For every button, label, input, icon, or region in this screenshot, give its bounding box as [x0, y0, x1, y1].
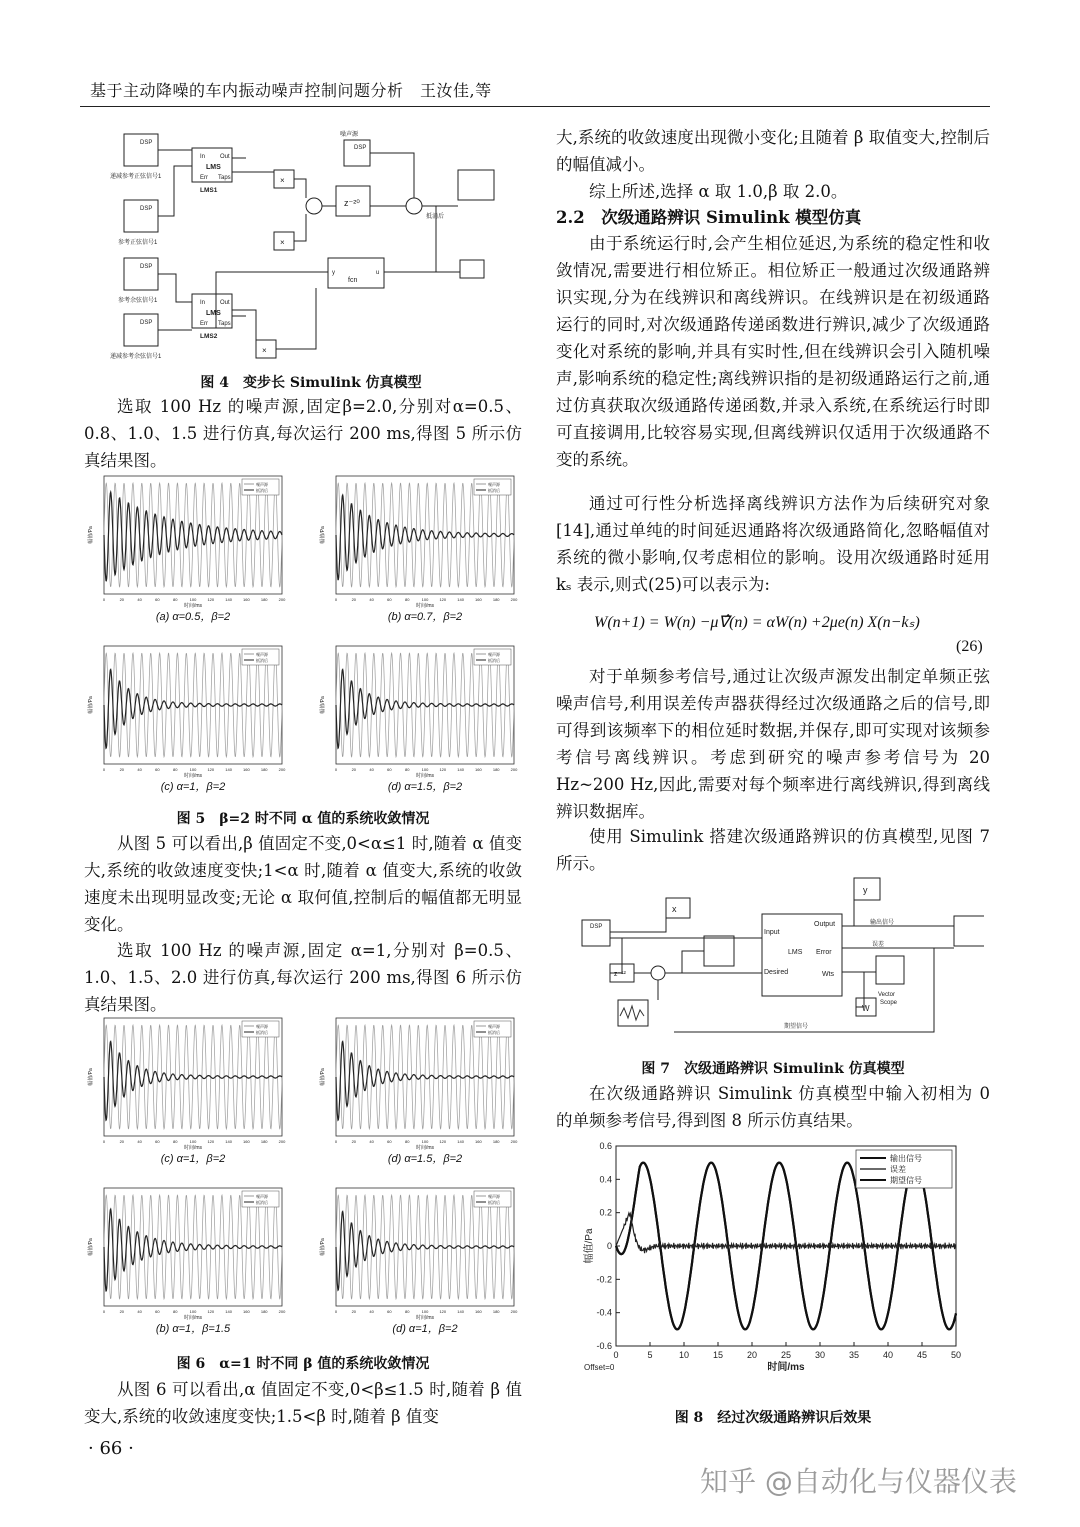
legend-label: 噪声源: [488, 652, 500, 657]
x-tick-label: 20: [119, 767, 125, 772]
x-tick-label: 200: [278, 1139, 286, 1144]
x-tick-label: 40: [369, 597, 374, 602]
legend: [474, 649, 511, 665]
legend: [474, 1021, 511, 1037]
fig5-caption: 图 5 β=2 时不同 α 值的系统收敛情况: [176, 811, 430, 827]
x-tick-label: 80: [404, 767, 410, 772]
subplot-caption: (d) α=1.5，β=2: [387, 781, 463, 793]
x-tick-label: 40: [137, 597, 142, 602]
x-tick-label: 60: [387, 767, 392, 772]
dsp-block-4: [124, 314, 158, 346]
svg-text:Out: Out: [220, 300, 230, 306]
svg-text:In: In: [200, 300, 206, 306]
legend: [242, 479, 279, 495]
x-tick-label: 160: [243, 1139, 250, 1144]
x-tick-label: 0: [102, 1309, 106, 1314]
x-tick-label: 180: [492, 1139, 500, 1144]
x-tick-label: 20: [119, 1139, 125, 1144]
y-axis-label: 幅值/Pa: [88, 1068, 94, 1086]
fig8-caption: 图 8 经过次级通路辨识后效果: [674, 1410, 872, 1426]
left-paragraph-4: 从图 6 可以看出,α 值固定不变,0<β≤1.5 时,随着 β 值变大,系统的收敛速度变快;1.5<β 时,随着 β 值变: [84, 1380, 522, 1426]
legend-label: 期望信号: [890, 1176, 922, 1185]
right-paragraph-5: 使用 Simulink 搭建次级通路辨识的仿真模型,见图 7 所示。: [556, 827, 990, 873]
x-tick-label: 160: [475, 1139, 482, 1144]
x-tick-label: 50: [950, 1350, 962, 1360]
convergence-subplot: [316, 470, 526, 646]
svg-text:参考正弦信号1: 参考正弦信号1: [118, 240, 158, 246]
x-tick-label: 140: [457, 1309, 464, 1314]
right-paragraph-0: 大,系统的收敛速度出现微小变化;且随着 β 取值变大,控制后的幅值减小。: [556, 128, 990, 174]
svg-text:Taps: Taps: [218, 175, 231, 181]
x-tick-label: 200: [510, 1309, 518, 1314]
convergence-subplot: [84, 640, 294, 816]
x-tick-label: 80: [172, 597, 178, 602]
x-tick-label: 20: [351, 767, 357, 772]
dsp-block-2: [124, 200, 158, 232]
x-tick-label: 60: [387, 597, 392, 602]
svg-text:抵消后: 抵消后: [426, 214, 445, 220]
legend-label: 噪声源: [488, 482, 500, 487]
subplot-caption: (d) α=1.5，β=2: [387, 1153, 463, 1165]
svg-text:DSP: DSP: [140, 140, 153, 146]
x-tick-label: 60: [155, 1139, 160, 1144]
x-tick-label: 100: [421, 1309, 429, 1314]
legend-label: 抵消后: [488, 658, 500, 663]
y-tick-label: 0.4: [599, 1174, 612, 1185]
legend: [856, 1150, 952, 1188]
x-tick-label: 120: [439, 1309, 447, 1314]
y-tick-label: -0.4: [596, 1307, 612, 1318]
right-paragraph-6: 在次级通路辨识 Simulink 仿真模型中输入初相为 0 的单频参考信号,得到图 8 所示仿真结果。: [556, 1084, 990, 1130]
legend-label: 抵消后: [488, 1200, 500, 1205]
svg-text:u: u: [376, 270, 380, 276]
svg-text:噪声源: 噪声源: [340, 132, 359, 138]
x-tick-label: 20: [746, 1350, 758, 1360]
svg-text:y: y: [332, 270, 335, 276]
x-tick-label: 60: [387, 1309, 392, 1314]
svg-text:递减参考正弦信号1: 递减参考正弦信号1: [110, 174, 162, 180]
x-tick-label: 100: [421, 597, 429, 602]
legend-label: 抵消后: [488, 1030, 500, 1035]
x-tick-label: 20: [119, 1309, 125, 1314]
y-tick-label: -0.6: [596, 1341, 612, 1351]
convergence-subplot: [84, 470, 294, 646]
x-tick-label: 80: [404, 597, 410, 602]
svg-text:DSP: DSP: [590, 924, 603, 930]
convergence-subplot: [316, 1012, 526, 1188]
y-axis-label: 幅值/Pa: [320, 1068, 326, 1086]
x-tick-label: 120: [439, 1139, 447, 1144]
x-tick-label: 160: [243, 1309, 250, 1314]
x-tick-label: 80: [404, 1309, 410, 1314]
svg-text:Input: Input: [764, 929, 780, 936]
svg-text:参考余弦信号1: 参考余弦信号1: [118, 298, 158, 304]
x-tick-label: 140: [225, 1309, 232, 1314]
x-tick-label: 0: [334, 1309, 338, 1314]
x-tick-label: 20: [351, 1309, 357, 1314]
svg-text:DSP: DSP: [140, 320, 153, 326]
svg-text:LMS: LMS: [206, 164, 221, 171]
svg-text:输出信号: 输出信号: [870, 920, 895, 926]
x-tick-label: 180: [492, 767, 500, 772]
svg-text:DSP: DSP: [140, 206, 153, 212]
left-paragraph-2: 从图 5 可以看出,β 值固定不变,0<α≤1 时,随着 α 值变大,系统的收敛速度变快;1<α 时,随着 α 值变大,系统的收敛速度未出现明显改变;无论 α 取何值,控制后的幅值都无明显变化。: [84, 834, 522, 934]
subplot-caption: (b) α=0.7，β=2: [387, 611, 463, 623]
x-tick-label: 20: [351, 1139, 357, 1144]
legend-label: 噪声源: [256, 1194, 268, 1199]
running-header: 基于主动降噪的车内振动噪声控制问题分析 王汝佳,等: [90, 81, 492, 100]
svg-text:Error: Error: [816, 949, 832, 956]
fig6-caption: 图 6 α=1 时不同 β 值的系统收敛情况: [176, 1356, 430, 1372]
legend: [474, 479, 511, 495]
legend: [242, 1021, 279, 1037]
x-tick-label: 120: [439, 767, 447, 772]
x-tick-label: 5: [647, 1350, 653, 1360]
x-axis-label: 时间/ms: [415, 1145, 435, 1151]
legend-label: 噪声源: [488, 1194, 500, 1199]
subplot-caption: (c) α=1，β=2: [160, 781, 226, 793]
svg-text:Err: Err: [200, 321, 208, 327]
x-tick-label: 40: [369, 767, 374, 772]
svg-text:Wts: Wts: [822, 971, 835, 978]
x-tick-label: 140: [225, 597, 232, 602]
y-tick-label: 0.2: [599, 1207, 612, 1218]
svg-text:x: x: [672, 904, 677, 914]
page-number: · 66 ·: [88, 1438, 134, 1459]
x-tick-label: 45: [916, 1350, 928, 1360]
svg-text:Taps: Taps: [218, 321, 231, 327]
x-tick-label: 180: [260, 767, 268, 772]
x-tick-label: 140: [457, 767, 464, 772]
svg-text:y: y: [863, 885, 868, 895]
svg-text:LMS: LMS: [788, 949, 803, 956]
fig7-caption: 图 7 次级通路辨识 Simulink 仿真模型: [641, 1061, 905, 1077]
x-tick-label: 140: [225, 1139, 232, 1144]
x-tick-label: 60: [155, 1309, 160, 1314]
right-paragraph-1: 综上所述,选择 α 取 1.0,β 取 2.0。: [589, 182, 848, 201]
x-axis-label: 时间/ms: [415, 603, 435, 609]
x-tick-label: 160: [475, 597, 482, 602]
series-error: [616, 1213, 956, 1253]
legend: [242, 649, 279, 665]
x-tick-label: 25: [780, 1350, 792, 1360]
x-tick-label: 180: [492, 1309, 500, 1314]
y-axis-label: 幅值/Pa: [320, 526, 326, 544]
svg-text:DSP: DSP: [354, 145, 367, 151]
x-tick-label: 100: [421, 767, 429, 772]
x-tick-label: 0: [102, 1139, 106, 1144]
x-tick-label: 0: [102, 767, 106, 772]
y-axis-label: 幅值/Pa: [88, 696, 94, 714]
x-tick-label: 0: [334, 1139, 338, 1144]
svg-text:In: In: [200, 154, 206, 160]
x-tick-label: 160: [475, 767, 482, 772]
legend: [474, 1191, 511, 1207]
legend-label: 抵消后: [256, 1030, 268, 1035]
y-tick-label: -0.2: [596, 1274, 612, 1285]
x-tick-label: 40: [369, 1139, 374, 1144]
svg-text:Err: Err: [200, 175, 208, 181]
legend-label: 误差: [890, 1165, 906, 1174]
x-tick-label: 140: [457, 597, 464, 602]
subplot-caption: (b) α=1，β=1.5: [155, 1323, 231, 1335]
x-tick-label: 160: [243, 767, 250, 772]
x-tick-label: 40: [882, 1350, 894, 1360]
y-axis-label: 幅值/Pa: [88, 526, 94, 544]
convergence-subplot: [316, 1182, 526, 1358]
header-rule: [80, 106, 990, 107]
x-tick-label: 140: [457, 1139, 464, 1144]
x-tick-label: 15: [712, 1350, 724, 1360]
svg-text:Output: Output: [814, 921, 836, 928]
x-tick-label: 100: [189, 767, 197, 772]
x-axis-label: 时间/ms: [415, 1315, 435, 1321]
y-tick-label: 0: [606, 1241, 612, 1251]
svg-text:W: W: [862, 1004, 870, 1013]
section-heading-2-2: 2.2 次级通路辨识 Simulink 模型仿真: [556, 208, 862, 227]
legend: [242, 1191, 279, 1207]
left-paragraph-3: 选取 100 Hz 的噪声源,固定 α=1,分别对 β=0.5、1.0、1.5、2.0 进行仿真,每次运行 200 ms,得图 6 所示仿真结果图。: [84, 941, 522, 1014]
x-tick-label: 0: [613, 1350, 619, 1360]
x-tick-label: 60: [155, 597, 160, 602]
x-tick-label: 20: [351, 597, 357, 602]
y-axis-label: 幅值/Pa: [320, 696, 326, 714]
right-paragraph-3: 通过可行性分析选择离线辨识方法作为后续研究对象[14],通过单纯的时间延迟通路将次级通路简化,忽略幅值对系统的微小影响,仅考虑相位的影响。设用次级通路时延用 kₛ 表示,则式(25)可以表示为:: [556, 494, 990, 594]
svg-text:fcn: fcn: [348, 277, 358, 284]
convergence-subplot: [84, 1012, 294, 1188]
y-axis-label: 幅值/Pa: [88, 1238, 94, 1256]
svg-text:Scope: Scope: [880, 1000, 898, 1006]
x-tick-label: 60: [387, 1139, 392, 1144]
legend-label: 噪声源: [256, 482, 268, 487]
x-tick-label: 80: [172, 1139, 178, 1144]
y-axis-label: 幅值/Pa: [584, 1228, 595, 1264]
y-tick-label: 0.6: [599, 1141, 612, 1151]
x-tick-label: 200: [278, 1309, 286, 1314]
cancelled-series: [104, 492, 282, 581]
x-axis-label: 时间/ms: [183, 1145, 203, 1151]
fig4-caption: 图 4 变步长 Simulink 仿真模型: [200, 375, 422, 391]
offset-label: Offset=0: [584, 1363, 615, 1372]
x-tick-label: 35: [848, 1350, 860, 1360]
legend-label: 抵消后: [256, 488, 268, 493]
x-tick-label: 200: [510, 597, 518, 602]
x-tick-label: 80: [172, 767, 178, 772]
x-tick-label: 200: [510, 767, 518, 772]
x-tick-label: 100: [189, 1309, 197, 1314]
svg-text:期望信号: 期望信号: [784, 1024, 809, 1030]
x-tick-label: 180: [260, 1139, 268, 1144]
convergence-subplot: [84, 1182, 294, 1358]
subplot-caption: (a) α=0.5，β=2: [155, 611, 231, 623]
x-tick-label: 160: [475, 1309, 482, 1314]
x-tick-label: 160: [243, 597, 250, 602]
x-tick-label: 120: [439, 597, 447, 602]
x-tick-label: 180: [492, 597, 500, 602]
watermark: 知乎 @自动化与仪器仪表: [700, 1465, 1017, 1498]
svg-text:Vector: Vector: [878, 992, 896, 998]
x-tick-label: 0: [334, 767, 338, 772]
subplot-caption: (d) α=1，β=2: [392, 1323, 458, 1335]
svg-text:递减参考余弦信号1: 递减参考余弦信号1: [110, 354, 162, 360]
x-axis-label: 时间/ms: [767, 1362, 805, 1372]
x-tick-label: 180: [260, 1309, 268, 1314]
legend-label: 噪声源: [488, 1024, 500, 1029]
x-tick-label: 120: [207, 767, 215, 772]
dsp-block-3: [124, 258, 158, 290]
subplot-caption: (c) α=1，β=2: [160, 1153, 226, 1165]
x-tick-label: 120: [207, 1309, 215, 1314]
x-tick-label: 180: [260, 597, 268, 602]
svg-text:Desired: Desired: [764, 969, 789, 976]
legend-label: 噪声源: [256, 652, 268, 657]
equation-26: W(n+1) = W(n) −μ∇̂(n) = αW(n) +2μe(n) X(n−kₛ): [594, 614, 920, 631]
fig8-line-chart: [582, 1140, 974, 1372]
x-axis-label: 时间/ms: [415, 773, 435, 779]
x-tick-label: 80: [404, 1139, 410, 1144]
x-tick-label: 40: [137, 1309, 142, 1314]
svg-text:LMS2: LMS2: [200, 333, 218, 340]
x-tick-label: 0: [334, 597, 338, 602]
x-axis-label: 时间/ms: [183, 603, 203, 609]
x-tick-label: 40: [137, 1139, 142, 1144]
x-tick-label: 120: [207, 1139, 215, 1144]
x-tick-label: 200: [278, 597, 286, 602]
x-tick-label: 120: [207, 597, 215, 602]
y-axis-label: 幅值/Pa: [320, 1238, 326, 1256]
svg-text:LMS: LMS: [206, 310, 221, 317]
svg-text:z⁻²⁰: z⁻²⁰: [344, 198, 360, 208]
svg-text:LMS1: LMS1: [200, 187, 218, 194]
fig7-simulink-diagram: [574, 876, 984, 1046]
svg-text:×: ×: [262, 346, 267, 355]
svg-text:DSP: DSP: [140, 264, 153, 270]
right-paragraph-2: 由于系统运行时,会产生相位延迟,为系统的稳定性和收敛情况,需要进行相位矫正。相位矫正一般通过次级通路辨识实现,分为在线辨识和离线辨识。在线辨识是在初级通路运行的同时,对次级通路传递函数进行辨识,减少了次级通路变化对系统的影响,并具有实时性,但在线辨识会引入随机噪声,影响系统的稳定性;离线辨识指的是初级通路运行之前,通过仿真获取次级通路传递函数,并录入系统,在系统运行时即可直接调用,比较容易实现,但离线辨识仅适用于次级通路不变的系统。: [556, 234, 990, 469]
x-tick-label: 20: [119, 597, 125, 602]
x-tick-label: 40: [369, 1309, 374, 1314]
legend-label: 抵消后: [488, 488, 500, 493]
legend-label: 抵消后: [256, 658, 268, 663]
svg-text:×: ×: [280, 176, 285, 185]
x-tick-label: 100: [189, 1139, 197, 1144]
legend-label: 噪声源: [256, 1024, 268, 1029]
x-axis-label: 时间/ms: [183, 773, 203, 779]
left-paragraph-1: 选取 100 Hz 的噪声源,固定β=2.0,分别对α=0.5、0.8、1.0、1.5 进行仿真,每次运行 200 ms,得图 5 所示仿真结果图。: [84, 397, 522, 470]
equation-number: (26): [956, 638, 983, 655]
x-tick-label: 80: [172, 1309, 178, 1314]
x-tick-label: 100: [421, 1139, 429, 1144]
fig4-simulink-diagram: [96, 122, 526, 370]
dsp-block-1: [124, 134, 158, 166]
x-axis-label: 时间/ms: [183, 1315, 203, 1321]
x-tick-label: 60: [155, 767, 160, 772]
x-tick-label: 100: [189, 597, 197, 602]
x-tick-label: 10: [678, 1350, 690, 1360]
legend-label: 输出信号: [890, 1154, 922, 1163]
x-tick-label: 140: [225, 767, 232, 772]
right-paragraph-4: 对于单频参考信号,通过让次级声源发出制定单频正弦噪声信号,利用误差传声器获得经过次级通路之后的信号,即可得到该频率下的相位延时数据,并保存,即可实现对该频参考信号离线辨识。考虑到研究的噪声参考信号为 20 Hz~200 Hz,因此,需要对每个频率进行离线辨识,得到离线辨识数据库。: [556, 667, 990, 821]
svg-text:×: ×: [280, 238, 285, 247]
convergence-subplot: [316, 640, 526, 816]
svg-text:Out: Out: [220, 154, 230, 160]
x-tick-label: 200: [278, 767, 286, 772]
x-tick-label: 200: [510, 1139, 518, 1144]
svg-text:z⁻¹²: z⁻¹²: [614, 971, 626, 978]
x-tick-label: 0: [102, 597, 106, 602]
dsp-block-noise: [344, 140, 370, 166]
x-tick-label: 30: [814, 1350, 826, 1360]
svg-text:误差: 误差: [872, 942, 885, 948]
legend-label: 抵消后: [256, 1200, 268, 1205]
x-tick-label: 40: [137, 767, 142, 772]
